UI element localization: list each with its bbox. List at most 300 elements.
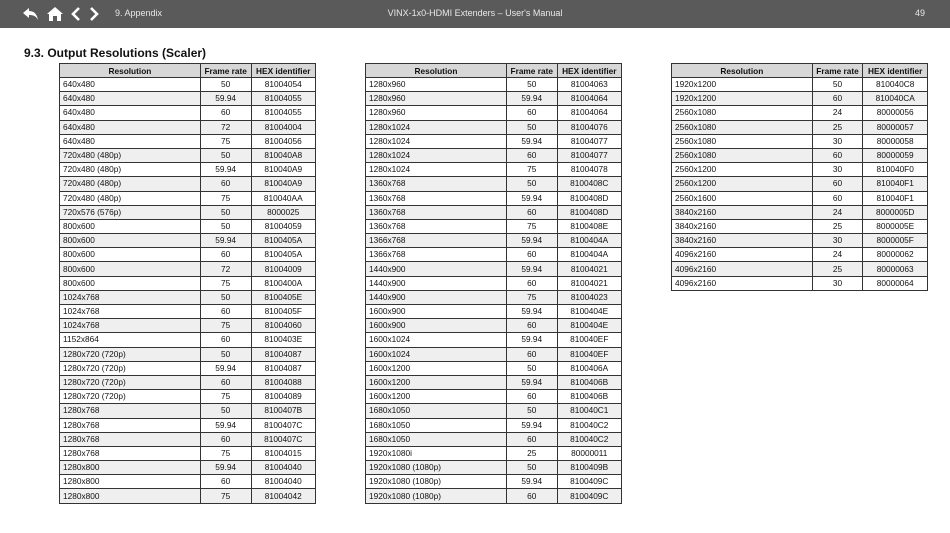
frame-rate-cell: 60 <box>200 177 251 191</box>
resolution-cell: 1360x768 <box>366 191 507 205</box>
table-row <box>672 234 928 248</box>
resolution-cell: 1600x1200 <box>366 375 507 389</box>
resolution-cell: 2560x1080 <box>672 148 813 162</box>
frame-rate-cell: 72 <box>200 262 251 276</box>
frame-rate-cell: 59.94 <box>506 333 557 347</box>
frame-rate-cell: 60 <box>200 333 251 347</box>
frame-rate-cell: 30 <box>812 276 863 290</box>
table-row <box>366 333 622 347</box>
table-row <box>366 148 622 162</box>
hex-identifier-cell: 81004023 <box>557 290 621 304</box>
frame-rate-cell: 24 <box>812 106 863 120</box>
frame-rate-cell: 59.94 <box>200 163 251 177</box>
frame-rate-cell: 60 <box>200 106 251 120</box>
frame-rate-cell: 50 <box>506 177 557 191</box>
resolution-cell: 1600x1024 <box>366 333 507 347</box>
table-row <box>60 234 316 248</box>
resolution-cell: 1600x900 <box>366 319 507 333</box>
resolution-cell: 720x480 (480p) <box>60 191 201 205</box>
resolution-cell: 1280x800 <box>60 475 201 489</box>
table-row <box>672 248 928 262</box>
table-row <box>60 461 316 475</box>
resolution-cell: 1280x960 <box>366 78 507 92</box>
frame-rate-cell: 50 <box>506 120 557 134</box>
resolution-cell: 1600x1024 <box>366 347 507 361</box>
table-row <box>366 375 622 389</box>
frame-rate-cell: 75 <box>506 163 557 177</box>
resolution-table-2 <box>365 63 622 504</box>
table-row <box>672 120 928 134</box>
table-row <box>60 404 316 418</box>
hex-identifier-cell: 8000005F <box>863 234 928 248</box>
frame-rate-cell: 60 <box>200 432 251 446</box>
table-row <box>366 461 622 475</box>
resolution-cell: 640x480 <box>60 92 201 106</box>
table-row <box>366 205 622 219</box>
table-row <box>60 262 316 276</box>
hex-identifier-cell: 810040C2 <box>557 432 621 446</box>
table-row <box>60 333 316 347</box>
hex-identifier-cell: 81004064 <box>557 106 621 120</box>
resolution-cell: 1366x768 <box>366 234 507 248</box>
resolution-cell: 2560x1080 <box>672 120 813 134</box>
resolution-cell: 1280x1024 <box>366 134 507 148</box>
hex-identifier-cell: 8100405A <box>251 234 316 248</box>
hex-identifier-cell: 8100409C <box>557 475 621 489</box>
resolution-cell: 720x480 (480p) <box>60 148 201 162</box>
frame-rate-cell: 24 <box>812 205 863 219</box>
table-row <box>60 92 316 106</box>
hex-identifier-cell: 8100405A <box>251 248 316 262</box>
frame-rate-cell: 30 <box>812 234 863 248</box>
resolution-table-3 <box>671 63 928 291</box>
table-row <box>60 148 316 162</box>
frame-rate-cell: 72 <box>200 120 251 134</box>
table-row <box>366 347 622 361</box>
hex-identifier-cell: 81004088 <box>251 375 316 389</box>
table-row <box>366 319 622 333</box>
resolution-cell: 640x480 <box>60 134 201 148</box>
resolution-cell: 1680x1050 <box>366 404 507 418</box>
table-row <box>672 78 928 92</box>
table-row <box>366 290 622 304</box>
table-row <box>60 347 316 361</box>
table-row <box>366 163 622 177</box>
table-row <box>672 92 928 106</box>
hex-identifier-cell: 81004055 <box>251 92 316 106</box>
frame-rate-cell: 59.94 <box>200 461 251 475</box>
table-row <box>60 390 316 404</box>
table-row <box>60 78 316 92</box>
hex-identifier-cell: 810040A8 <box>251 148 316 162</box>
resolution-cell: 1680x1050 <box>366 432 507 446</box>
hex-identifier-cell: 80000056 <box>863 106 928 120</box>
table-row <box>366 78 622 92</box>
resolution-cell: 1920x1200 <box>672 92 813 106</box>
hex-identifier-cell: 8100404E <box>557 305 621 319</box>
frame-rate-cell: 60 <box>506 319 557 333</box>
hex-identifier-cell: 8100408C <box>557 177 621 191</box>
hex-identifier-cell: 810040CA <box>863 92 928 106</box>
resolution-cell: 1280x800 <box>60 461 201 475</box>
resolution-cell: 1024x768 <box>60 319 201 333</box>
hex-identifier-cell: 81004021 <box>557 276 621 290</box>
hex-identifier-cell: 8100408E <box>557 219 621 233</box>
hex-identifier-cell: 81004064 <box>557 92 621 106</box>
frame-rate-cell: 60 <box>506 489 557 503</box>
resolution-cell: 1280x720 (720p) <box>60 375 201 389</box>
table-row <box>366 177 622 191</box>
column-header-frame-rate: Frame rate <box>200 64 251 78</box>
resolution-cell: 1280x768 <box>60 432 201 446</box>
resolution-cell: 1280x800 <box>60 489 201 503</box>
frame-rate-cell: 59.94 <box>506 134 557 148</box>
hex-identifier-cell: 80000063 <box>863 262 928 276</box>
hex-identifier-cell: 80000062 <box>863 248 928 262</box>
table-row <box>672 205 928 219</box>
resolution-table-1 <box>59 63 316 504</box>
frame-rate-cell: 60 <box>812 177 863 191</box>
frame-rate-cell: 25 <box>812 262 863 276</box>
frame-rate-cell: 50 <box>506 361 557 375</box>
hex-identifier-cell: 810040F1 <box>863 177 928 191</box>
hex-identifier-cell: 80000058 <box>863 134 928 148</box>
frame-rate-cell: 50 <box>812 78 863 92</box>
table-row <box>60 475 316 489</box>
hex-identifier-cell: 8100409C <box>557 489 621 503</box>
frame-rate-cell: 59.94 <box>200 92 251 106</box>
hex-identifier-cell: 8000025 <box>251 205 316 219</box>
resolution-cell: 1024x768 <box>60 305 201 319</box>
table-row <box>60 219 316 233</box>
hex-identifier-cell: 81004077 <box>557 134 621 148</box>
frame-rate-cell: 60 <box>200 475 251 489</box>
table-row <box>366 219 622 233</box>
hex-identifier-cell: 810040EF <box>557 347 621 361</box>
hex-identifier-cell: 810040C1 <box>557 404 621 418</box>
resolution-cell: 1360x768 <box>366 177 507 191</box>
table-row <box>60 361 316 375</box>
hex-identifier-cell: 81004087 <box>251 361 316 375</box>
hex-identifier-cell: 81004040 <box>251 461 316 475</box>
frame-rate-cell: 60 <box>506 432 557 446</box>
document-title: VINX-1x0-HDMI Extenders – User's Manual <box>387 8 563 18</box>
resolution-cell: 1600x1200 <box>366 390 507 404</box>
frame-rate-cell: 75 <box>200 191 251 205</box>
frame-rate-cell: 50 <box>200 148 251 162</box>
table-row <box>672 148 928 162</box>
hex-identifier-cell: 8100407C <box>251 432 316 446</box>
table-row <box>60 177 316 191</box>
resolution-cell: 1280x1024 <box>366 148 507 162</box>
resolution-cell: 1280x960 <box>366 106 507 120</box>
hex-identifier-cell: 80000057 <box>863 120 928 134</box>
table-row <box>366 432 622 446</box>
frame-rate-cell: 24 <box>812 248 863 262</box>
resolution-cell: 2560x1200 <box>672 177 813 191</box>
frame-rate-cell: 59.94 <box>506 191 557 205</box>
frame-rate-cell: 50 <box>200 347 251 361</box>
table-row <box>366 276 622 290</box>
table-row <box>60 248 316 262</box>
hex-identifier-cell: 810040AA <box>251 191 316 205</box>
table-row <box>366 106 622 120</box>
hex-identifier-cell: 81004089 <box>251 390 316 404</box>
resolution-cell: 1024x768 <box>60 290 201 304</box>
frame-rate-cell: 59.94 <box>506 305 557 319</box>
frame-rate-cell: 75 <box>506 219 557 233</box>
table-row <box>366 248 622 262</box>
table-header-row <box>366 64 622 78</box>
table-row <box>60 106 316 120</box>
resolution-cell: 4096x2160 <box>672 262 813 276</box>
table-row <box>672 191 928 205</box>
section-heading: 9.3. Output Resolutions (Scaler) <box>24 46 207 60</box>
table-header-row <box>60 64 316 78</box>
hex-identifier-cell: 8100407B <box>251 404 316 418</box>
frame-rate-cell: 59.94 <box>506 418 557 432</box>
frame-rate-cell: 75 <box>200 489 251 503</box>
table-row <box>366 390 622 404</box>
frame-rate-cell: 30 <box>812 163 863 177</box>
frame-rate-cell: 75 <box>200 276 251 290</box>
table-row <box>366 234 622 248</box>
hex-identifier-cell: 81004077 <box>557 148 621 162</box>
frame-rate-cell: 25 <box>812 219 863 233</box>
frame-rate-cell: 59.94 <box>506 475 557 489</box>
resolution-cell: 640x480 <box>60 78 201 92</box>
table-header-row <box>672 64 928 78</box>
frame-rate-cell: 50 <box>200 205 251 219</box>
resolution-cell: 1440x900 <box>366 276 507 290</box>
page-number: 49 <box>914 8 925 18</box>
frame-rate-cell: 50 <box>506 404 557 418</box>
table-row <box>60 319 316 333</box>
resolution-cell: 800x600 <box>60 219 201 233</box>
resolution-cell: 1920x1080 (1080p) <box>366 461 507 475</box>
resolution-cell: 1280x720 (720p) <box>60 361 201 375</box>
hex-identifier-cell: 810040A9 <box>251 163 316 177</box>
table-row <box>60 120 316 134</box>
resolution-cell: 4096x2160 <box>672 276 813 290</box>
hex-identifier-cell: 80000064 <box>863 276 928 290</box>
column-header-resolution: Resolution <box>60 64 201 78</box>
table-row <box>672 276 928 290</box>
table-row <box>60 418 316 432</box>
hex-identifier-cell: 810040C2 <box>557 418 621 432</box>
resolution-cell: 1440x900 <box>366 262 507 276</box>
resolution-cell: 2560x1080 <box>672 134 813 148</box>
frame-rate-cell: 60 <box>506 276 557 290</box>
frame-rate-cell: 60 <box>812 148 863 162</box>
table-row <box>366 404 622 418</box>
resolution-cell: 2560x1080 <box>672 106 813 120</box>
frame-rate-cell: 60 <box>812 191 863 205</box>
table-row <box>672 262 928 276</box>
table-row <box>60 446 316 460</box>
resolution-cell: 1920x1080 (1080p) <box>366 489 507 503</box>
hex-identifier-cell: 81004060 <box>251 319 316 333</box>
hex-identifier-cell: 8100405E <box>251 290 316 304</box>
resolution-cell: 1920x1080i <box>366 446 507 460</box>
frame-rate-cell: 60 <box>200 305 251 319</box>
resolution-cell: 640x480 <box>60 106 201 120</box>
resolution-cell: 1920x1080 (1080p) <box>366 475 507 489</box>
table-row <box>366 446 622 460</box>
hex-identifier-cell: 81004076 <box>557 120 621 134</box>
frame-rate-cell: 59.94 <box>200 234 251 248</box>
table-row <box>366 134 622 148</box>
table-row <box>60 489 316 503</box>
hex-identifier-cell: 810040A9 <box>251 177 316 191</box>
resolution-cell: 800x600 <box>60 234 201 248</box>
hex-identifier-cell: 8100403E <box>251 333 316 347</box>
table-row <box>672 134 928 148</box>
column-header-resolution: Resolution <box>366 64 507 78</box>
table-row <box>60 290 316 304</box>
resolution-cell: 1280x768 <box>60 418 201 432</box>
frame-rate-cell: 50 <box>200 290 251 304</box>
table-row <box>60 305 316 319</box>
hex-identifier-cell: 81004009 <box>251 262 316 276</box>
resolution-cell: 1600x900 <box>366 305 507 319</box>
hex-identifier-cell: 81004015 <box>251 446 316 460</box>
table-row <box>60 276 316 290</box>
column-header-frame-rate: Frame rate <box>812 64 863 78</box>
resolution-cell: 800x600 <box>60 276 201 290</box>
hex-identifier-cell: 81004004 <box>251 120 316 134</box>
frame-rate-cell: 60 <box>506 347 557 361</box>
table-row <box>366 305 622 319</box>
frame-rate-cell: 60 <box>506 390 557 404</box>
resolution-cell: 1280x768 <box>60 404 201 418</box>
table-row <box>60 134 316 148</box>
column-header-hex-identifier: HEX identifier <box>557 64 621 78</box>
frame-rate-cell: 50 <box>200 219 251 233</box>
table-row <box>366 262 622 276</box>
table-row <box>60 375 316 389</box>
hex-identifier-cell: 81004063 <box>557 78 621 92</box>
frame-rate-cell: 50 <box>506 461 557 475</box>
hex-identifier-cell: 81004078 <box>557 163 621 177</box>
table-row <box>60 191 316 205</box>
resolution-cell: 3840x2160 <box>672 205 813 219</box>
table-row <box>366 489 622 503</box>
hex-identifier-cell: 8100408D <box>557 191 621 205</box>
hex-identifier-cell: 81004055 <box>251 106 316 120</box>
hex-identifier-cell: 80000011 <box>557 446 621 460</box>
frame-rate-cell: 25 <box>812 120 863 134</box>
hex-identifier-cell: 8100405F <box>251 305 316 319</box>
frame-rate-cell: 60 <box>812 92 863 106</box>
hex-identifier-cell: 810040F0 <box>863 163 928 177</box>
resolution-cell: 1280x1024 <box>366 163 507 177</box>
hex-identifier-cell: 8100408D <box>557 205 621 219</box>
table-row <box>60 432 316 446</box>
resolution-cell: 1440x900 <box>366 290 507 304</box>
resolution-cell: 1680x1050 <box>366 418 507 432</box>
hex-identifier-cell: 81004056 <box>251 134 316 148</box>
hex-identifier-cell: 8100409B <box>557 461 621 475</box>
frame-rate-cell: 75 <box>200 446 251 460</box>
resolution-cell: 4096x2160 <box>672 248 813 262</box>
frame-rate-cell: 59.94 <box>506 234 557 248</box>
frame-rate-cell: 59.94 <box>506 92 557 106</box>
frame-rate-cell: 75 <box>200 390 251 404</box>
resolution-cell: 720x576 (576p) <box>60 205 201 219</box>
hex-identifier-cell: 8100406B <box>557 375 621 389</box>
resolution-cell: 720x480 (480p) <box>60 163 201 177</box>
frame-rate-cell: 60 <box>200 248 251 262</box>
hex-identifier-cell: 8100404A <box>557 234 621 248</box>
hex-identifier-cell: 810040EF <box>557 333 621 347</box>
hex-identifier-cell: 80000059 <box>863 148 928 162</box>
column-header-hex-identifier: HEX identifier <box>863 64 928 78</box>
table-row <box>366 120 622 134</box>
hex-identifier-cell: 81004040 <box>251 475 316 489</box>
resolution-cell: 3840x2160 <box>672 219 813 233</box>
table-row <box>60 205 316 219</box>
hex-identifier-cell: 81004059 <box>251 219 316 233</box>
frame-rate-cell: 60 <box>506 248 557 262</box>
resolution-cell: 2560x1600 <box>672 191 813 205</box>
frame-rate-cell: 30 <box>812 134 863 148</box>
frame-rate-cell: 59.94 <box>200 418 251 432</box>
frame-rate-cell: 75 <box>200 134 251 148</box>
hex-identifier-cell: 8000005E <box>863 219 928 233</box>
frame-rate-cell: 25 <box>506 446 557 460</box>
frame-rate-cell: 75 <box>200 319 251 333</box>
hex-identifier-cell: 8100406B <box>557 390 621 404</box>
table-row <box>672 177 928 191</box>
column-header-resolution: Resolution <box>672 64 813 78</box>
hex-identifier-cell: 8100404A <box>557 248 621 262</box>
frame-rate-cell: 60 <box>200 375 251 389</box>
hex-identifier-cell: 81004021 <box>557 262 621 276</box>
section-label: 9. Appendix <box>115 8 163 18</box>
resolution-cell: 1280x720 (720p) <box>60 390 201 404</box>
resolution-cell: 1600x1200 <box>366 361 507 375</box>
top-bar <box>0 0 950 28</box>
column-header-frame-rate: Frame rate <box>506 64 557 78</box>
resolution-cell: 1152x864 <box>60 333 201 347</box>
resolution-cell: 1360x768 <box>366 219 507 233</box>
frame-rate-cell: 60 <box>506 106 557 120</box>
table-row <box>672 219 928 233</box>
frame-rate-cell: 50 <box>506 78 557 92</box>
hex-identifier-cell: 8000005D <box>863 205 928 219</box>
hex-identifier-cell: 810040C8 <box>863 78 928 92</box>
frame-rate-cell: 60 <box>506 148 557 162</box>
resolution-cell: 640x480 <box>60 120 201 134</box>
hex-identifier-cell: 81004087 <box>251 347 316 361</box>
hex-identifier-cell: 8100404E <box>557 319 621 333</box>
resolution-cell: 1280x768 <box>60 446 201 460</box>
resolution-cell: 800x600 <box>60 262 201 276</box>
table-row <box>672 106 928 120</box>
resolution-cell: 800x600 <box>60 248 201 262</box>
hex-identifier-cell: 8100400A <box>251 276 316 290</box>
frame-rate-cell: 59.94 <box>506 262 557 276</box>
table-row <box>60 163 316 177</box>
frame-rate-cell: 75 <box>506 290 557 304</box>
resolution-cell: 1280x1024 <box>366 120 507 134</box>
table-row <box>366 475 622 489</box>
frame-rate-cell: 59.94 <box>506 375 557 389</box>
resolution-cell: 2560x1200 <box>672 163 813 177</box>
frame-rate-cell: 59.94 <box>200 361 251 375</box>
frame-rate-cell: 60 <box>506 205 557 219</box>
